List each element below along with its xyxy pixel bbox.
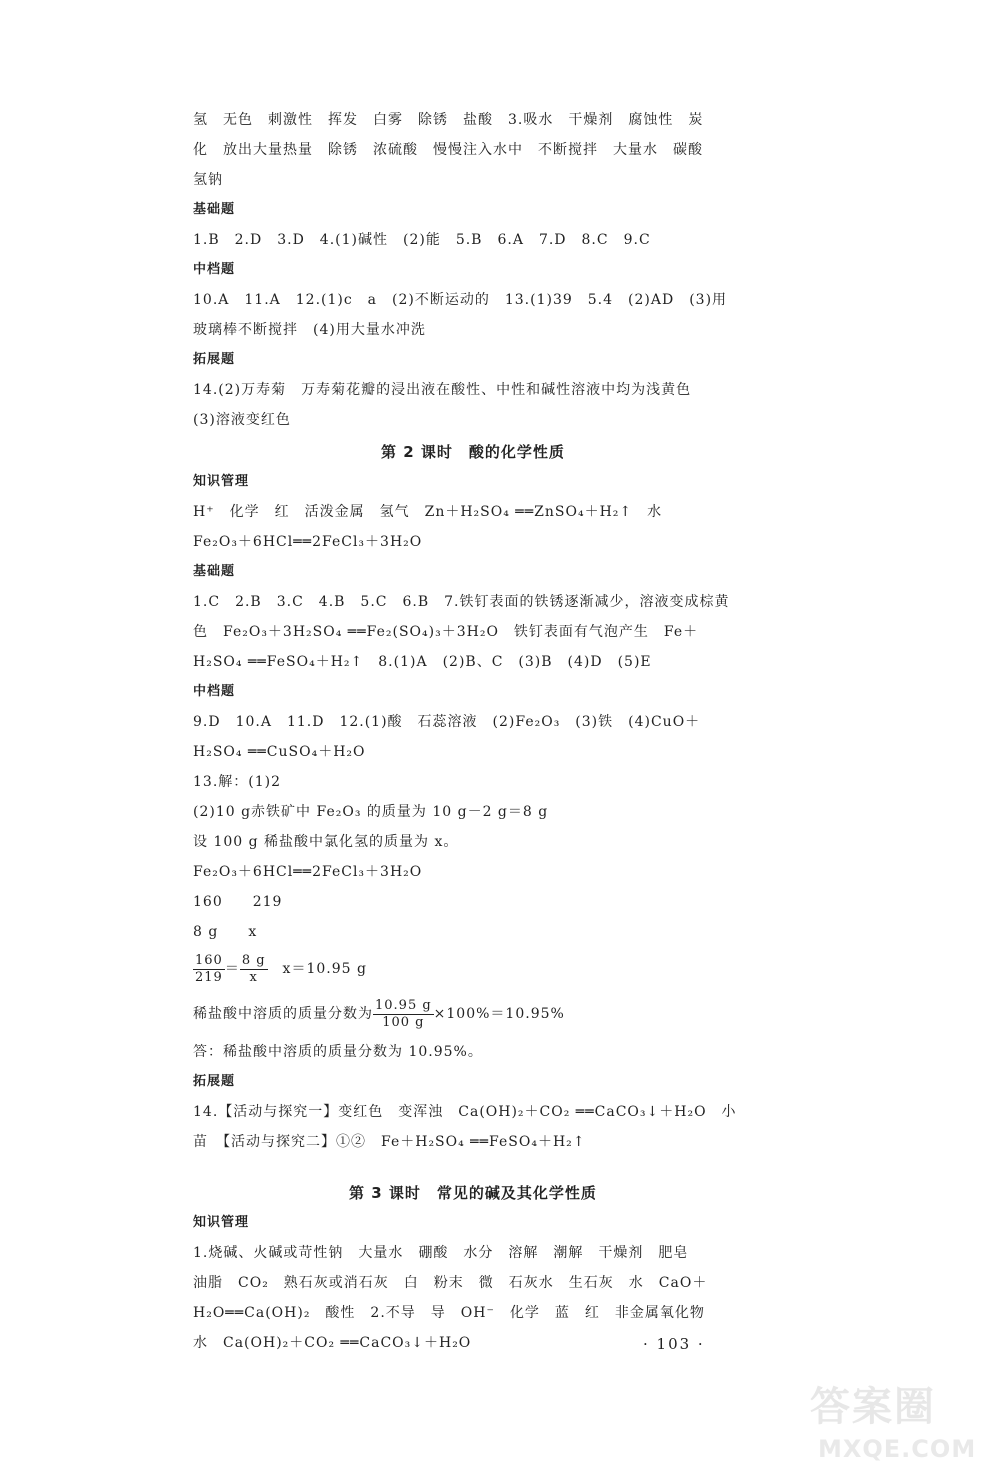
lesson3-section [193,1178,753,1358]
text-line: 9.D 10.A 11.D 12.(1)酸 石蕊溶液 (2)Fe₂O₃ (3)铁 (4)CuO＋ [193,714,701,730]
text-line: 8 g x [193,924,258,940]
text-line: 160 219 [193,894,283,910]
watermark-logo: 答案圈 [810,1384,936,1430]
text-line: 油脂 CO₂ 熟石灰或消石灰 白 粉末 微 石灰水 生石灰 水 CaO＋ [193,1275,708,1291]
text-line: Fe₂O₃＋6HCl══2FeCl₃＋3H₂O [193,864,423,880]
fraction [193,953,225,986]
top-section [193,105,753,435]
text-line: 14.(2)万寿菊 万寿菊花瓣的浸出液在酸性、中性和碱性溶液中均为浅黄色 [193,382,692,398]
watermark-url: MXQE.COM [818,1435,977,1463]
lesson2-section [193,437,753,1157]
section-heading: 中档题 [193,262,236,277]
section-heading: 基础题 [193,564,236,579]
text-line: 苗 【活动与探究二】①② Fe＋H₂SO₄ ══FeSO₄＋H₂↑ [193,1134,586,1150]
text-line: 1.烧碱、火碱或苛性钠 大量水 硼酸 水分 溶解 潮解 干燥剂 肥皂 [193,1245,689,1261]
section-heading: 拓展题 [193,1074,236,1089]
text-line: 化 放出大量热量 除锈 浓硫酸 慢慢注入水中 不断搅拌 大量水 碳酸 [193,142,703,158]
ratio-equation [193,947,753,991]
text-line: 氢钠 [193,172,223,188]
page-number: · 103 · [643,1335,705,1353]
watermark [800,1375,990,1465]
text-line: 10.A 11.A 12.(1)c a (2)不断运动的 13.(1)39 5.4 (2)AD (3)用 [193,292,728,308]
fraction-denominator: 219 [195,969,223,985]
fraction-denominator: x [249,969,258,985]
calc-result: x＝10.95 g [267,961,367,977]
text-line: Fe₂O₃＋6HCl══2FeCl₃＋3H₂O [193,534,423,550]
fraction-numerator: 8 g [241,952,266,968]
fraction-numerator: 10.95 g [375,997,432,1013]
text-line: 色 Fe₂O₃＋3H₂SO₄ ══Fe₂(SO₄)₃＋3H₂O 铁钉表面有气泡产生 Fe＋ [193,624,699,640]
text-line: (3)溶液变红色 [193,412,291,428]
calc-prefix: 稀盐酸中溶质的质量分数为 [193,1006,373,1022]
fraction [240,953,268,986]
text-line: 玻璃棒不断搅拌 (4)用大量水冲洗 [193,322,426,338]
section-heading: 知识管理 [193,1215,250,1230]
text-line: 设 100 g 稀盐酸中氯化氢的质量为 x。 [193,834,459,850]
text-line: 氢 无色 刺激性 挥发 白雾 除锈 盐酸 3.吸水 干燥剂 腐蚀性 炭 [193,112,704,128]
text-line: 水 Ca(OH)₂＋CO₂ ══CaCO₃↓＋H₂O [193,1335,472,1351]
section-heading: 拓展题 [193,352,236,367]
answer-line: 答：稀盐酸中溶质的质量分数为 10.95%。 [193,1044,483,1060]
fraction-numerator: 160 [195,952,223,968]
calc-suffix: ×100%＝10.95% [433,1006,565,1022]
fraction [373,998,434,1031]
equals-sign: ＝ [224,961,240,977]
lesson-title: 第 2 课时 酸的化学性质 [381,443,565,461]
text-line: H⁺ 化学 红 活泼金属 氢气 Zn＋H₂SO₄ ══ZnSO₄＋H₂↑ 水 [193,504,663,520]
section-heading: 中档题 [193,684,236,699]
section-heading: 知识管理 [193,474,250,489]
fraction-denominator: 100 g [382,1014,425,1030]
text-line: 1.C 2.B 3.C 4.B 5.C 6.B 7.铁钉表面的铁锈逐渐减少，溶液变成棕黄 [193,594,730,610]
text-line: 1.B 2.D 3.D 4.(1)碱性 (2)能 5.B 6.A 7.D 8.C 9.C [193,232,651,248]
text-line: 13.解：(1)2 [193,774,282,790]
mass-fraction-equation [193,991,753,1037]
lesson-title: 第 3 课时 常见的碱及其化学性质 [349,1184,597,1202]
text-line: (2)10 g赤铁矿中 Fe₂O₃ 的质量为 10 g－2 g＝8 g [193,804,549,820]
text-line: 14.【活动与探究一】变红色 变浑浊 Ca(OH)₂＋CO₂ ══CaCO₃↓＋H₂O 小 [193,1104,737,1120]
text-line: H₂SO₄ ══FeSO₄＋H₂↑ 8.(1)A (2)B、C (3)B (4)D (5)E [193,654,652,670]
section-heading: 基础题 [193,202,236,217]
text-line: H₂SO₄ ══CuSO₄＋H₂O [193,744,366,760]
text-line: H₂O══Ca(OH)₂ 酸性 2.不导 导 OH⁻ 化学 蓝 红 非金属氧化物 [193,1305,705,1321]
